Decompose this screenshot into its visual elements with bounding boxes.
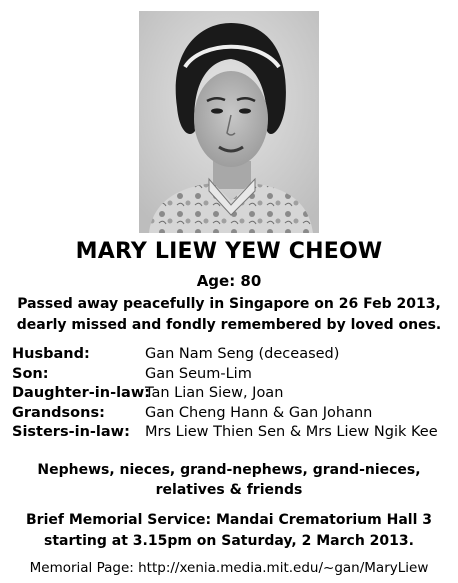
age-text: Age: 80 bbox=[196, 272, 262, 290]
extended-family bbox=[0, 460, 458, 500]
announcement-line: dearly missed and fondly remembered by loved ones. bbox=[16, 317, 442, 333]
portrait-photo bbox=[139, 11, 319, 233]
announcement-line: Passed away peacefully in Singapore on 26 Feb 2013, bbox=[17, 296, 441, 312]
relation-names: Gan Nam Seng (deceased) bbox=[145, 346, 340, 362]
memorial-page-link[interactable]: Memorial Page: http://xenia.media.mit.edu/~gan/MaryLiew bbox=[29, 560, 429, 576]
memorial-service bbox=[0, 510, 458, 552]
relation-label: Daughter-in-law: bbox=[12, 385, 151, 401]
deceased-name: MARY LIEW YEW CHEOW bbox=[75, 239, 383, 264]
relation-names: Mrs Liew Thien Sen & Mrs Liew Ngik Kee bbox=[145, 424, 438, 440]
relation-label: Husband: bbox=[12, 346, 90, 362]
family-list bbox=[12, 345, 452, 443]
extended-family-line: Nephews, nieces, grand-nephews, grand-nieces, bbox=[37, 462, 421, 478]
family-row-daughter-in-law bbox=[12, 384, 452, 404]
announcement bbox=[0, 294, 458, 336]
service-line: starting at 3.15pm on Saturday, 2 March 2013. bbox=[44, 533, 414, 549]
relation-label: Son: bbox=[12, 365, 49, 382]
family-row-sisters-in-law bbox=[12, 423, 452, 443]
relation-label: Grandsons: bbox=[12, 404, 105, 421]
portrait-illustration bbox=[139, 11, 319, 233]
relation-names: Gan Seum-Lim bbox=[145, 365, 252, 382]
relation-names: Tan Lian Siew, Joan bbox=[145, 385, 284, 401]
relation-label: Sisters-in-law: bbox=[12, 424, 130, 440]
family-row-husband bbox=[12, 345, 452, 365]
relation-names: Gan Cheng Hann & Gan Johann bbox=[145, 404, 373, 421]
service-line: Brief Memorial Service: Mandai Crematorium Hall 3 bbox=[26, 512, 432, 528]
family-row-son bbox=[12, 365, 452, 385]
family-row-grandsons bbox=[12, 404, 452, 424]
extended-family-line: relatives & friends bbox=[155, 482, 303, 498]
